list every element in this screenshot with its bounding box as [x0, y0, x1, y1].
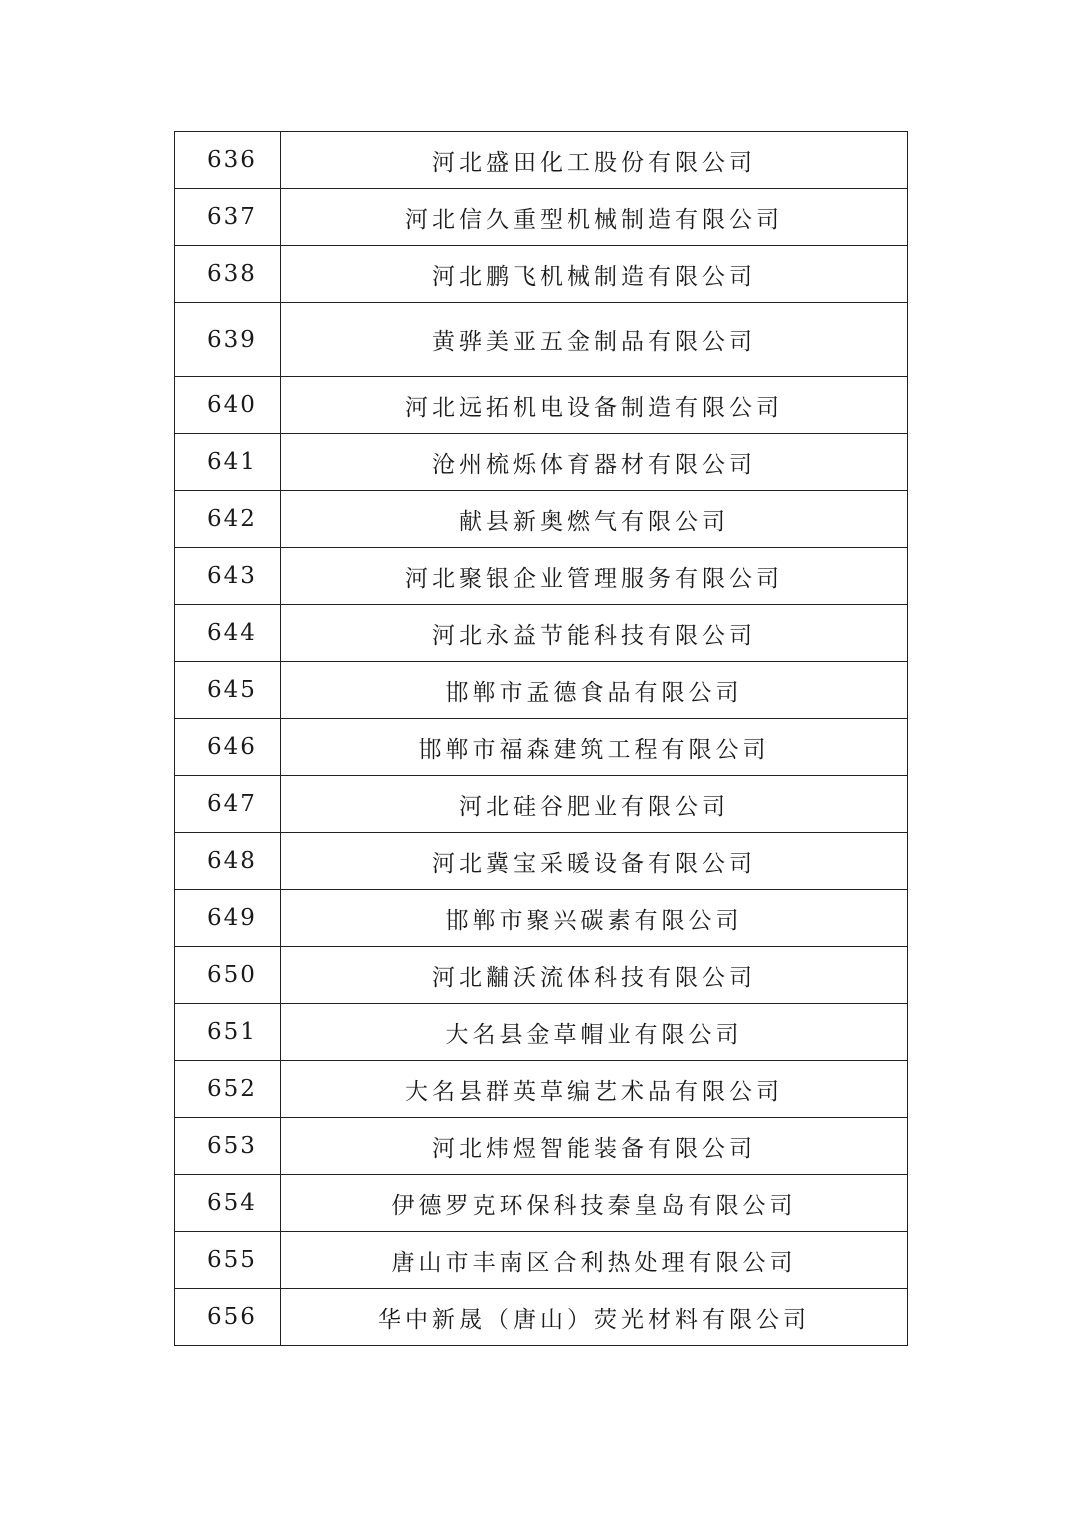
table-row	[175, 833, 908, 890]
table-row	[175, 1004, 908, 1061]
row-number: 651	[175, 1004, 281, 1061]
table-row	[175, 890, 908, 947]
company-name: 河北永益节能科技有限公司	[281, 605, 908, 662]
table-row	[175, 1118, 908, 1175]
table-row	[175, 1061, 908, 1118]
company-name: 沧州梳烁体育器材有限公司	[281, 434, 908, 491]
table-row	[175, 662, 908, 719]
company-name: 河北炜煜智能装备有限公司	[281, 1118, 908, 1175]
table-row	[175, 434, 908, 491]
company-name: 邯郸市福森建筑工程有限公司	[281, 719, 908, 776]
row-number: 641	[175, 434, 281, 491]
row-number: 650	[175, 947, 281, 1004]
row-number: 638	[175, 246, 281, 303]
row-number: 643	[175, 548, 281, 605]
row-number: 646	[175, 719, 281, 776]
table-row	[175, 719, 908, 776]
company-name: 河北鹏飞机械制造有限公司	[281, 246, 908, 303]
table-row	[175, 1175, 908, 1232]
row-number: 653	[175, 1118, 281, 1175]
row-number: 656	[175, 1289, 281, 1346]
company-name: 邯郸市孟德食品有限公司	[281, 662, 908, 719]
row-number: 644	[175, 605, 281, 662]
table-row	[175, 377, 908, 434]
row-number: 645	[175, 662, 281, 719]
company-name: 唐山市丰南区合利热处理有限公司	[281, 1232, 908, 1289]
row-number: 637	[175, 189, 281, 246]
table-row	[175, 132, 908, 189]
row-number: 642	[175, 491, 281, 548]
company-list-table	[174, 131, 908, 1346]
row-number: 655	[175, 1232, 281, 1289]
company-name: 河北信久重型机械制造有限公司	[281, 189, 908, 246]
company-name: 河北聚银企业管理服务有限公司	[281, 548, 908, 605]
table-row	[175, 1289, 908, 1346]
company-name: 伊德罗克环保科技秦皇岛有限公司	[281, 1175, 908, 1232]
row-number: 640	[175, 377, 281, 434]
table-row	[175, 303, 908, 377]
table-row	[175, 776, 908, 833]
table-row	[175, 246, 908, 303]
row-number: 649	[175, 890, 281, 947]
table-row	[175, 189, 908, 246]
company-name: 河北远拓机电设备制造有限公司	[281, 377, 908, 434]
row-number: 654	[175, 1175, 281, 1232]
company-name: 华中新晟（唐山）荧光材料有限公司	[281, 1289, 908, 1346]
row-number: 647	[175, 776, 281, 833]
row-number: 639	[175, 303, 281, 377]
company-name: 河北冀宝采暖设备有限公司	[281, 833, 908, 890]
table-row	[175, 947, 908, 1004]
company-name: 河北黼沃流体科技有限公司	[281, 947, 908, 1004]
company-name: 黄骅美亚五金制品有限公司	[281, 303, 908, 377]
row-number: 652	[175, 1061, 281, 1118]
table-row	[175, 1232, 908, 1289]
company-name: 大名县金草帽业有限公司	[281, 1004, 908, 1061]
table-row	[175, 548, 908, 605]
company-name: 河北硅谷肥业有限公司	[281, 776, 908, 833]
company-name: 大名县群英草编艺术品有限公司	[281, 1061, 908, 1118]
company-name: 献县新奥燃气有限公司	[281, 491, 908, 548]
row-number: 648	[175, 833, 281, 890]
company-name: 邯郸市聚兴碳素有限公司	[281, 890, 908, 947]
company-name: 河北盛田化工股份有限公司	[281, 132, 908, 189]
row-number: 636	[175, 132, 281, 189]
table-row	[175, 605, 908, 662]
table-row	[175, 491, 908, 548]
